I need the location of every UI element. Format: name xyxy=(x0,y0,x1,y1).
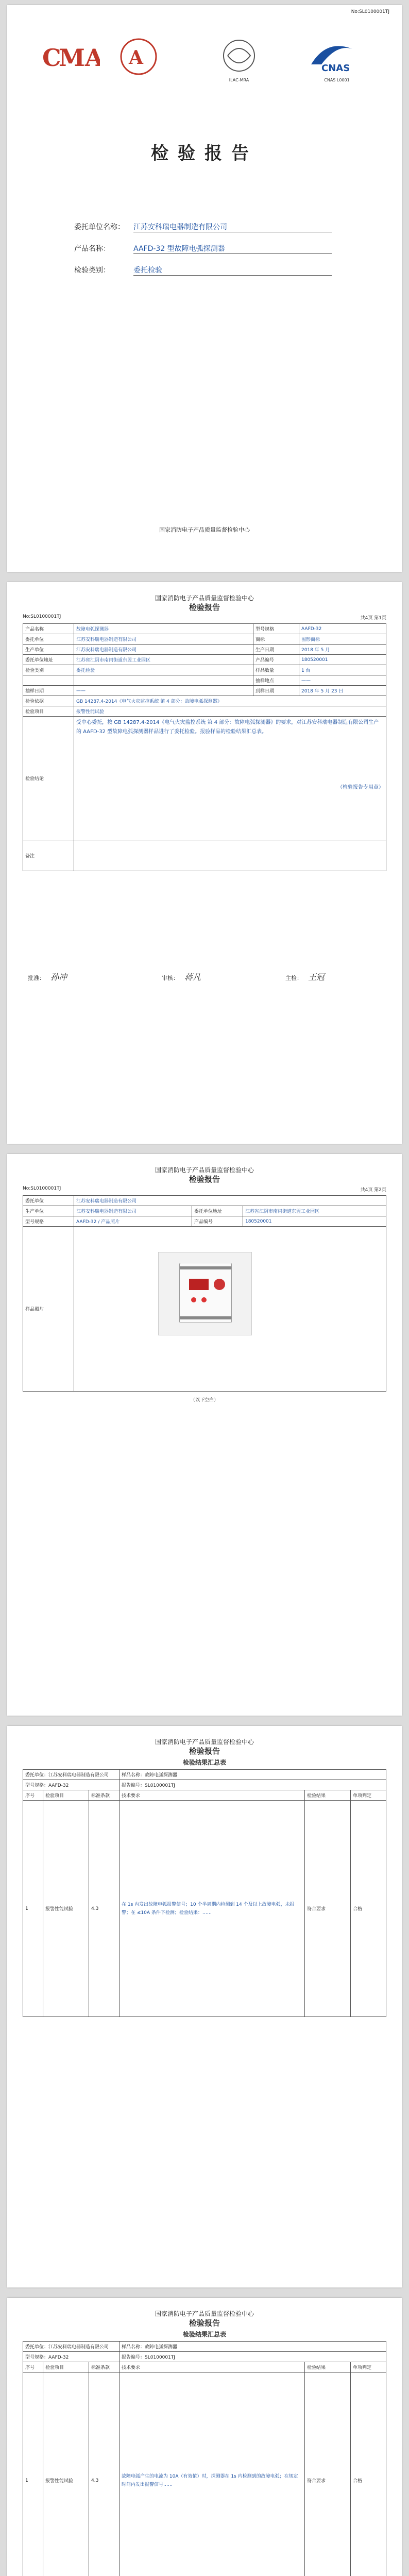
results-table: 委托单位：江苏安科瑞电器制造有限公司 样品名称：故障电弧探测器 型号规格：AAFD-32 报告编号：SL0100001TJ 序号 检验项目 标准条款 技术要求 检验结果 单项判定 1 报警性能试验 4.3 故障电弧产生的电流为 10A（有效值）时，探测器在 1s 内检测到的故障电弧；在规定时间内发出报警信号…… 符合要求 合格 xyxy=(23,2341,386,2576)
product-field: 产品名称： AAFD-32 型故障电弧探测器 xyxy=(74,243,332,258)
svg-text:CNAS: CNAS xyxy=(321,63,350,74)
section-title: 检验结果汇总表 xyxy=(182,1759,226,1766)
conclusion-stamp-text: （检验报告专用章） xyxy=(337,785,384,790)
page-number: 共4页 第2页 xyxy=(360,1188,386,1193)
info-table: 产品名称 故障电弧探测器 型号规格 AAFD-32 委托单位 江苏安科瑞电器制造有限公司 商标 图形商标 生产单位 江苏安科瑞电器制造有限公司 生产日期 2018 年 5 月 委托单位地址 江苏省江阴市南闸街道东盟工业园区 产品编号 180520001 检验类别 委托检验 样品数量 1 台 抽样地点 —— 抽样日期 —— 到样日期 2018 年 5 月 23 日 检验依据 GB 14287.4-2014《电气火灾监控系统 第 4 部分：故障电弧探测器》 检验项目 报警性能试验 检验结论 受中心委托，按 GB 14287.4-2014《电气火灾监控系统 第 4 部分：故障电弧探测器》的要求，对江苏安科瑞电器制造有限公司生产的 AAFD-32 型故障电弧探测器样品进行了委托检验。报验样品的检验结果汇总表。 （检验报告专用章） 备注 xyxy=(23,623,386,871)
cal-logo xyxy=(110,36,172,82)
report-number: No:SL0100001TJ xyxy=(23,1186,61,1191)
cnas-logo: CNAS CNAS L0001 xyxy=(306,36,368,82)
report-page-2: 国家消防电子产品质量监督检验中心 检验报告 No:SL0100001TJ 共4页 第2页 委托单位 江苏安科瑞电器制造有限公司 生产单位 江苏安科瑞电器制造有限公司 委托单位地址 江苏省江阴市南闸街道东盟工业园区 型号规格 AAFD-32 / 产品照片 产品编号 180520001 样品照片 （以下空白） xyxy=(7,1154,402,1716)
cma-logo xyxy=(38,36,100,82)
results-page-2: 国家消防电子产品质量监督检验中心 检验报告 检验结果汇总表 委托单位：江苏安科瑞电器制造有限公司 样品名称：故障电弧探测器 型号规格：AAFD-32 报告编号：SL0100001TJ 序号 检验项目 标准条款 技术要求 检验结果 单项判定 1 报警性能试验 4.3 故障电弧产生的电流为 10A（有效值）时，探测器在 1s 内检测到的故障电弧；在规定时间内发出报警信号…… 符合要求 合格 xyxy=(7,2298,402,2576)
certification-logos xyxy=(38,36,371,88)
results-table: 委托单位：江苏安科瑞电器制造有限公司 样品名称：故障电弧探测器 型号规格：AAFD-32 报告编号：SL0100001TJ 序号 检验项目 标准条款 技术要求 检验结果 单项判定 1 报警性能试验 4.3 在 1s 内发出故障电弧报警信号；10 个半周期内检测到 14 个及以上故障电弧，未报警；在 ≤10A 条件下检测；检验结果：…… 符合要求 合格 xyxy=(23,1769,386,2017)
category-field: 检验类别： 委托检验 xyxy=(74,265,332,279)
report-number: No:SL0100001TJ xyxy=(351,9,389,14)
ilac-mra-logo: ILAC-MRA xyxy=(208,36,270,82)
approver-signature: 孙冲 xyxy=(50,972,67,982)
report-title: 检验报告 xyxy=(151,143,258,164)
client-field: 委托单位名称： 江苏安科瑞电器制造有限公司 xyxy=(74,222,332,236)
device-image xyxy=(179,1263,232,1323)
report-number: No:SL0100001TJ xyxy=(23,614,61,619)
svg-text:MA: MA xyxy=(59,44,100,72)
reviewer-signature: 蒋凡 xyxy=(184,972,201,982)
svg-text:C: C xyxy=(42,44,61,72)
svg-text:A: A xyxy=(129,47,143,69)
info-table: 委托单位 江苏安科瑞电器制造有限公司 生产单位 江苏安科瑞电器制造有限公司 委托单位地址 江苏省江阴市南闸街道东盟工业园区 型号规格 AAFD-32 / 产品照片 产品编号 180520001 样品照片 xyxy=(23,1195,386,1392)
page-number: 共4页 第1页 xyxy=(360,616,386,621)
blank-note: （以下空白） xyxy=(190,1398,218,1403)
inspector-signature: 王冠 xyxy=(308,972,325,982)
issuer-name: 国家消防电子产品质量监督检验中心 xyxy=(159,527,250,533)
page-org: 国家消防电子产品质量监督检验中心 xyxy=(155,595,254,602)
page-title: 检验报告 xyxy=(189,603,220,612)
report-page-1: 国家消防电子产品质量监督检验中心 检验报告 No:SL0100001TJ 共4页 第1页 产品名称 故障电弧探测器 型号规格 AAFD-32 委托单位 江苏安科瑞电器制造有限公司 商标 图形商标 生产单位 江苏安科瑞电器制造有限公司 生产日期 2018 年 5 月 委托单位地址 江苏省江阴市南闸街道东盟工业园区 产品编号 180520001 检验类别 委托检验 样品数量 1 台 抽样地点 —— 抽样日期 —— 到样日期 2018 年 5 月 23 日 检验依据 GB 14287.4-2014《电气火灾监控系统 第 4 部分：故障电弧探测器》 检验项目 报警性能试验 检验结论 受中心委托，按 GB 14287.4-2014《电气火灾监控系统 第 4 部分：故障电弧探测器》的要求，对江苏安科瑞电器制造有限公司生产的 AAFD-32 型故障电弧探测器样品进行了委托检验。报验样品的检验结果汇总表。 （检验报告专用章） 备注 批准： 孙冲 审核： 蒋凡 主检： 王冠 xyxy=(7,582,402,1144)
product-photo xyxy=(158,1252,252,1335)
conclusion-text: 受中心委托，按 GB 14287.4-2014《电气火灾监控系统 第 4 部分：故障电弧探测器》的要求，对江苏安科瑞电器制造有限公司生产的 AAFD-32 型故障电弧探测器样品进行了委托检验。报验样品的检验结果汇总表。 xyxy=(76,720,379,735)
cover-page xyxy=(7,5,402,572)
results-page-1: 国家消防电子产品质量监督检验中心 检验报告 检验结果汇总表 委托单位：江苏安科瑞电器制造有限公司 样品名称：故障电弧探测器 型号规格：AAFD-32 报告编号：SL0100001TJ 序号 检验项目 标准条款 技术要求 检验结果 单项判定 1 报警性能试验 4.3 在 1s 内发出故障电弧报警信号；10 个半周期内检测到 14 个及以上故障电弧，未报警；在 ≤10A 条件下检测；检验结果：…… 符合要求 合格 xyxy=(7,1726,402,2287)
